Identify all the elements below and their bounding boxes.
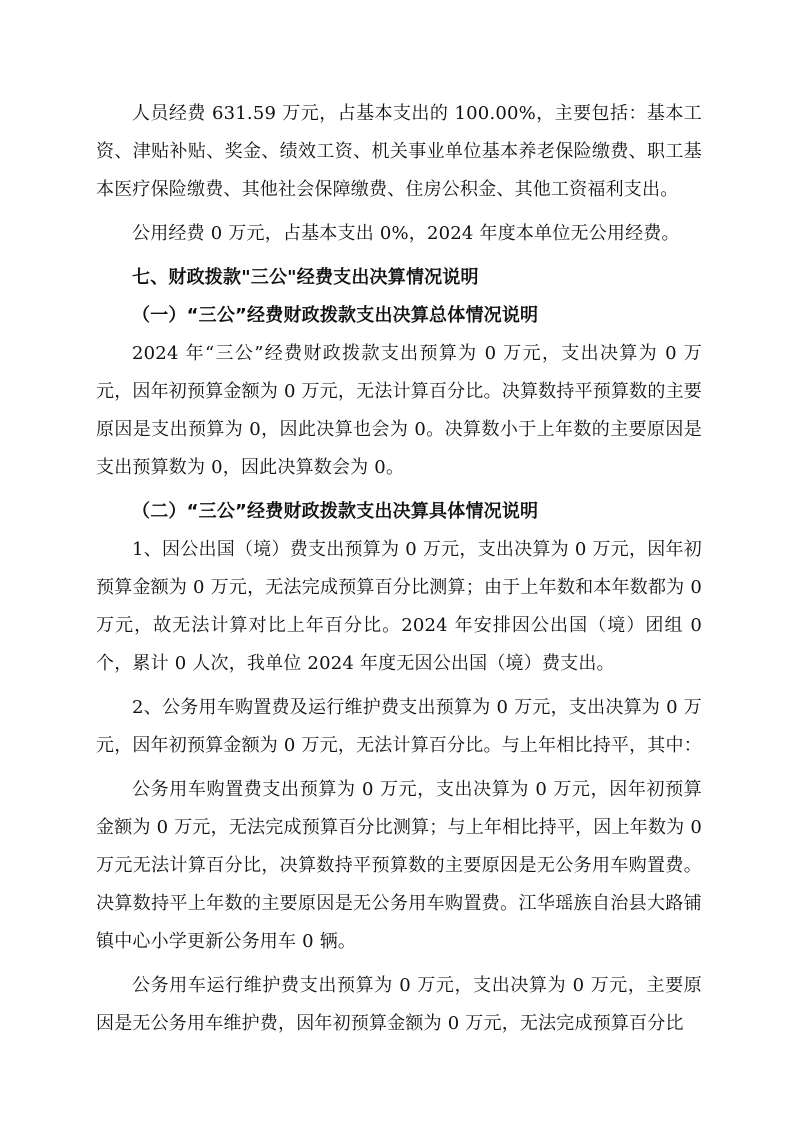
paragraph-vehicle-total: 2、公务用车购置费及运行维护费支出预算为 0 万元，支出决算为 0 万元，因年初预算金额为 0 万元，无法计算百分比。与上年相比持平，其中：	[96, 697, 702, 756]
paragraph-personnel-expenses: 人员经费 631.59 万元，占基本支出的 100.00%，主要包括：基本工资、津贴补贴、奖金、绩效工资、机关事业单位基本养老保险缴费、职工基本医疗保险缴费、其他社会保障缴费、住房公积金、其他工资福利支出。	[96, 103, 702, 200]
paragraph-three-public-overview: 2024 年“三公”经费财政拨款支出预算为 0 万元，支出决算为 0 万元，因年初预算金额为 0 万元，无法计算百分比。决算数持平预算数的主要原因是支出预算为 0，因此决算也会为 0。决算数小于上年数的主要原因是支出预算数为 0，因此决算数会为 0。	[96, 343, 702, 478]
document-body	[96, 95, 702, 1043]
paragraph-vehicle-maintenance: 公务用车运行维护费支出预算为 0 万元，支出决算为 0 万元，主要原因是无公务用车维护费，因年初预算金额为 0 万元，无法完成预算百分比	[96, 975, 702, 1034]
paragraph-public-expenses: 公用经费 0 万元，占基本支出 0%，2024 年度本单位无公用经费。	[132, 223, 680, 244]
subsection-1-heading: （一）“三公”经费财政拨款支出决算总体情况说明	[132, 305, 539, 326]
section-7-heading: 七、财政拨款"三公"经费支出决算情况说明	[132, 267, 479, 288]
paragraph-vehicle-purchase: 公务用车购置费支出预算为 0 万元，支出决算为 0 万元，因年初预算金额为 0 万元，无法完成预算百分比测算；与上年相比持平，因上年数为 0 万元无法计算百分比，决算数持平预算数的主要原因是无公务用车购置费。决算数持平上年数的主要原因是无公务用车购置费。江华瑶族自治县大路铺镇中心小学更新公务用车 0 辆。	[96, 779, 702, 952]
subsection-2-heading: （二）“三公”经费财政拨款支出决算具体情况说明	[132, 501, 539, 522]
paragraph-overseas-travel: 1、因公出国（境）费支出预算为 0 万元，支出决算为 0 万元，因年初预算金额为 0 万元，无法完成预算百分比测算；由于上年数和本年数都为 0 万元，故无法计算对比上年百分比。2024 年安排因公出国（境）团组 0 个，累计 0 人次，我单位 2024 年度无因公出国（境）费支出。	[96, 539, 702, 674]
